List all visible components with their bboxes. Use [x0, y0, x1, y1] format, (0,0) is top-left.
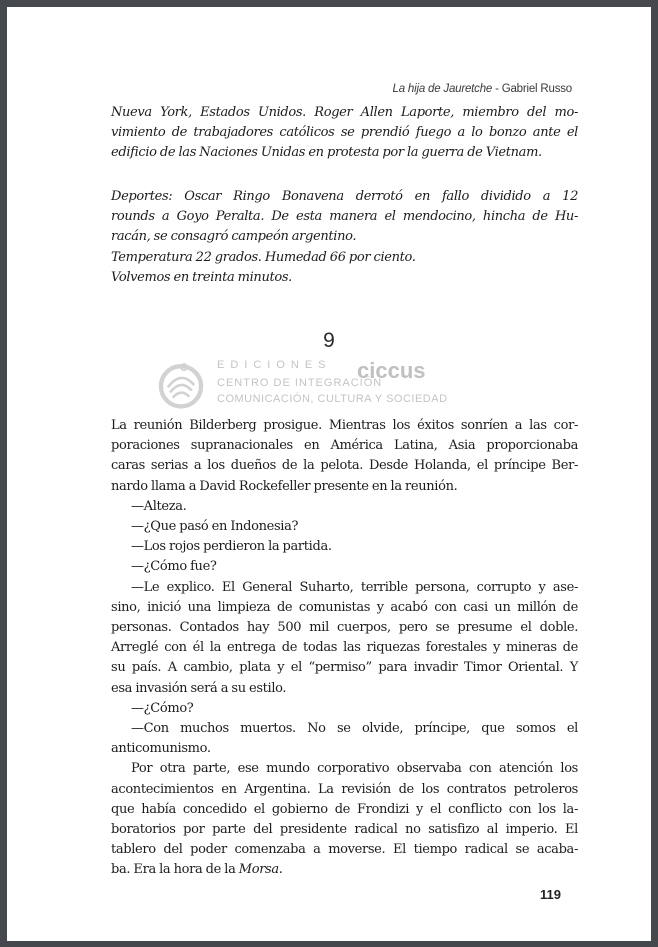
- text-run: .: [278, 862, 283, 878]
- body-paragraph: [111, 416, 578, 497]
- chapter-number: 9: [323, 329, 335, 352]
- text-line: Volvemos en treinta minutos.: [111, 269, 292, 285]
- running-header: [393, 83, 572, 95]
- body-paragraph: [111, 557, 578, 577]
- text-line: Nueva York, Estados Unidos. Roger Allen Laporte, miembro del mo-: [111, 105, 578, 120]
- text-line: caras serias a los dueños de la pelota. Desde Holanda, el príncipe Ber-: [111, 458, 578, 474]
- header-separator: -: [492, 83, 502, 95]
- publisher-watermark: [157, 359, 537, 413]
- text-line: su país. A cambio, plata y el “permiso” para invadir Timor Oriental. Y: [111, 660, 578, 676]
- page-number: 119: [540, 887, 561, 902]
- body-paragraph: [111, 578, 578, 699]
- text-line: que había concedido el gobierno de Frondizi y el conflicto con los la-: [111, 801, 578, 817]
- watermark-line-2: COMUNICACIÓN, CULTURA Y SOCIEDAD: [217, 393, 448, 405]
- italic-term: Morsa: [238, 862, 279, 878]
- text-line: edificio de las Naciones Unidas en protesta por la guerra de Vietnam.: [111, 145, 542, 161]
- body-paragraph: [111, 537, 578, 557]
- text-line: Deportes: Oscar Ringo Bonavena derrotó en fallo dividido a 12: [111, 189, 578, 204]
- text-line: acontecimientos en Argentina. La revisión de los contratos petroleros: [111, 781, 578, 797]
- text-line: —Le explico. El General Suharto, terrible persona, corrupto y ase-: [131, 579, 578, 595]
- book-page: [7, 7, 651, 941]
- text-line: vimiento de trabajadores católicos se prendió fuego a lo bonzo ante el: [111, 125, 578, 141]
- watermark-top-text: EDICIONES: [217, 359, 332, 371]
- book-title: La hija de Jauretche: [392, 83, 493, 95]
- body-paragraph: [111, 759, 578, 860]
- text-line: Temperatura 22 grados. Humedad 66 por ciento.: [111, 249, 416, 265]
- text-line: racán, se consagró campeón argentino.: [111, 229, 357, 245]
- text-line: personas. Contados hay 500 mil cuerpos, pero se presume el doble.: [111, 620, 578, 636]
- body-paragraph: [111, 517, 578, 537]
- text-run: ba. Era la hora de la: [111, 862, 239, 878]
- text-line: —¿Cómo fue?: [131, 559, 217, 575]
- body-paragraph: [111, 699, 578, 719]
- body-paragraph: [111, 719, 578, 759]
- text-line: [111, 860, 578, 880]
- text-line: esa invasión será a su estilo.: [111, 680, 287, 696]
- body-paragraph: [111, 497, 578, 517]
- text-line: tablero del poder comenzaba a moverse. El tiempo radical se acaba-: [111, 842, 578, 858]
- chapter-body: [111, 416, 578, 881]
- text-line: —¿Que pasó en Indonesia?: [131, 519, 299, 535]
- text-line: rounds a Goyo Peralta. De esta manera el mendocino, hincha de Hu-: [111, 209, 578, 225]
- news-bulletin-2: [111, 187, 578, 288]
- author-name: Gabriel Russo: [501, 83, 572, 95]
- text-line: nardo llama a David Rockefeller presente en la reunión.: [111, 478, 458, 494]
- text-line: —Con muchos muertos. No se olvide, príncipe, que somos el: [131, 721, 578, 737]
- body-paragraph: [111, 860, 578, 880]
- text-line: —Alteza.: [131, 498, 187, 514]
- text-line: —Los rojos perdieron la partida.: [131, 539, 332, 555]
- news-bulletin-1: [111, 103, 578, 164]
- text-line: La reunión Bilderberg prosigue. Mientras los éxitos sonríen a las cor-: [111, 418, 578, 433]
- text-line: anticomunismo.: [111, 741, 211, 757]
- text-line: —¿Cómo?: [131, 700, 194, 716]
- watermark-line-1: CENTRO DE INTEGRACIÓN: [217, 377, 383, 389]
- text-line: Arreglé con él la entrega de todas las riquezas forestales y mineras de: [111, 640, 578, 656]
- text-line: Por otra parte, ese mundo corporativo observaba con atención los: [131, 761, 578, 777]
- text-line: boratorios por parte del presidente radical no satisfizo al imperio. El: [111, 822, 578, 838]
- watermark-brand: ciccus: [357, 358, 426, 383]
- text-line: poraciones supranacionales en América Latina, Asia proporcionaba: [111, 438, 578, 454]
- publisher-emblem-icon: [157, 361, 205, 409]
- text-line: sino, inició una limpieza de comunistas y acabó con casi un millón de: [111, 599, 578, 615]
